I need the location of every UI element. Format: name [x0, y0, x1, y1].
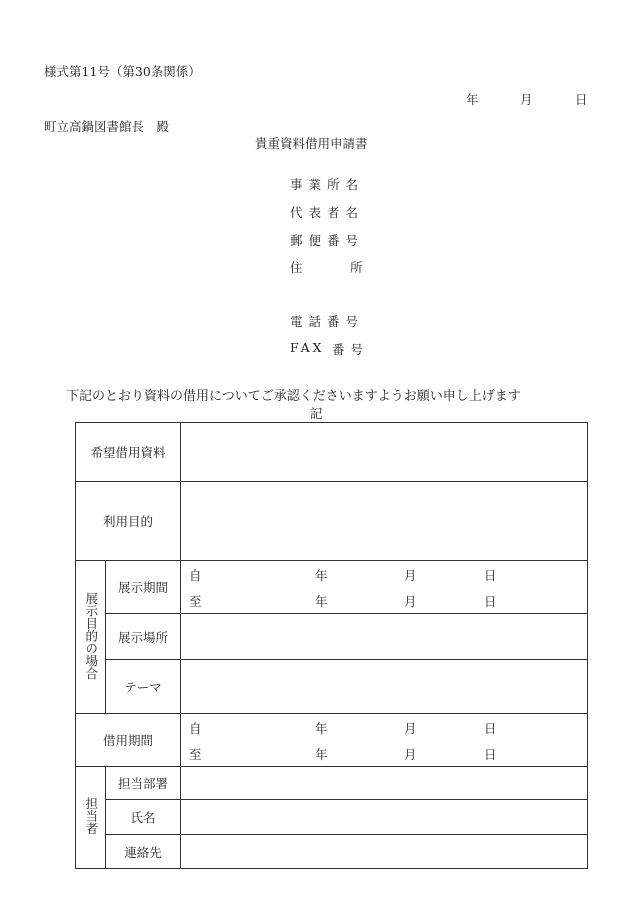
date-row	[181, 714, 587, 740]
day-label: 日	[484, 568, 497, 583]
form-number: 様式第11号（第30条関係）	[44, 64, 201, 79]
ki-label: 記	[310, 406, 323, 421]
year-label: 年	[315, 747, 328, 762]
date-row	[181, 587, 587, 613]
department-label: 担当部署	[106, 767, 181, 800]
contact-field[interactable]	[181, 835, 588, 869]
exhibition-period-field[interactable]	[181, 561, 588, 614]
theme-field[interactable]	[181, 660, 588, 714]
addressee: 町立高鍋図書館長 殿	[44, 119, 170, 134]
day-label: 日	[484, 747, 497, 762]
loan-period-label: 借用期間	[76, 714, 181, 767]
from-label: 自	[189, 721, 202, 736]
desired-materials-field[interactable]	[181, 423, 588, 482]
document-title: 貴重資料借用申請書	[255, 136, 368, 151]
fax-label-1: FAX	[290, 340, 325, 355]
name-field[interactable]	[181, 800, 588, 835]
request-text: 下記のとおり資料の借用についてご承認くださいますようお願い申し上げます	[66, 389, 521, 404]
date-row	[181, 740, 587, 766]
name-label: 氏名	[106, 800, 181, 835]
purpose-label: 利用目的	[76, 482, 181, 561]
year-label: 年	[315, 721, 328, 736]
exhibition-period-label: 展示期間	[106, 561, 181, 614]
staff-group-label: 担当者	[83, 797, 99, 835]
to-label: 至	[189, 747, 202, 762]
month-label: 月	[404, 568, 417, 583]
year-label: 年	[315, 594, 328, 609]
phone-label: 電話番号	[290, 314, 365, 329]
day-label: 日	[484, 594, 497, 609]
day-label: 日	[484, 721, 497, 736]
exhibition-group-cell	[76, 561, 106, 714]
purpose-field[interactable]	[181, 482, 588, 561]
address-label-2: 所	[350, 260, 363, 275]
from-label: 自	[189, 568, 202, 583]
postal-code-label: 郵便番号	[290, 233, 365, 248]
loan-form-table	[75, 422, 588, 869]
month-label: 月	[404, 594, 417, 609]
contact-label: 連絡先	[106, 835, 181, 869]
representative-label: 代表者名	[290, 205, 365, 220]
date-month: 月	[520, 92, 533, 107]
exhibition-group-label: 展示目的の場合	[83, 591, 99, 680]
month-label: 月	[404, 747, 417, 762]
date-row	[181, 561, 587, 587]
exhibition-place-label: 展示場所	[106, 614, 181, 660]
staff-group-cell	[76, 767, 106, 869]
desired-materials-label: 希望借用資料	[76, 423, 181, 482]
date-day: 日	[575, 92, 588, 107]
exhibition-place-field[interactable]	[181, 614, 588, 660]
month-label: 月	[404, 721, 417, 736]
theme-label: テーマ	[106, 660, 181, 714]
department-field[interactable]	[181, 767, 588, 800]
address-label-1: 住	[290, 260, 303, 275]
loan-period-field[interactable]	[181, 714, 588, 767]
to-label: 至	[189, 594, 202, 609]
year-label: 年	[315, 568, 328, 583]
office-name-label: 事業所名	[290, 177, 365, 192]
date-year: 年	[466, 92, 479, 107]
fax-label-2: 番号	[332, 342, 370, 357]
